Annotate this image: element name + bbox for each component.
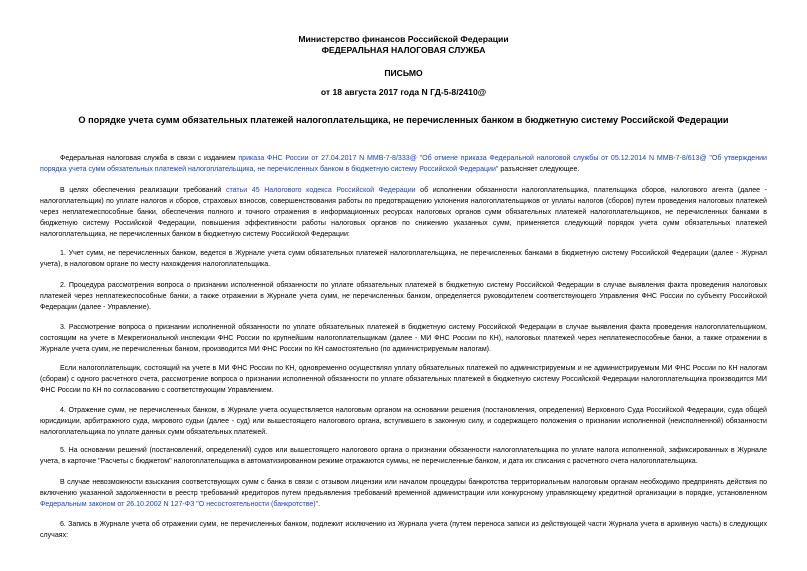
paragraph-5-continued [40, 477, 767, 510]
document-title: О порядке учета сумм обязательных платежей налогоплательщика, не перечисленных банком в бюджетную систему Российской Федерации [78, 115, 729, 125]
paragraph-1: 1. Учет сумм, не перечисленных банком, ведется в Журнале учета сумм обязательных платежей налогоплательщика, не перечисленных банками в бюджетную систему Российской Федерации (далее - Журнал учета), в налоговом органе по месту нахождения налогоплательщика. [40, 250, 767, 268]
bankruptcy-law-link[interactable]: Федеральным законом от 26.10.2002 N 127-ФЗ "О несостоятельности (банкротстве)" [40, 501, 319, 508]
paragraph-6: 6. Запись в Журнале учета об отражении сумм, не перечисленных банком, подлежит исключению из Журнала учета (путем переноса записи из действующей части Журнала учета в архивную часть) в следующих случаях: [40, 521, 767, 539]
paragraph-5: 5. На основании решений (постановлений, определений) судов или вышестоящего налогового органа о признании обязанности налогоплательщика по уплате налога исполненной, зафиксированных в Журнале учета, в карточке "Расчеты с бюджетом" налогоплательщика в автоматизированном режиме отражаются суммы, не перечисленные банком, и дата их списания с расчетного счета налогоплательщика. [40, 447, 767, 465]
header-doc-date-number: от 18 августа 2017 года N ГД-5-8/2410@ [320, 87, 487, 97]
header-doc-type: ПИСЬМО [384, 68, 423, 78]
paragraph-3-continued: Если налогоплательщик, состоящий на учете в МИ ФНС России по КН, одновременно осуществлял уплату обязательных платежей по администрируемым и не администрируемым МИ ФНС России по КН налогам (сборам) с одного расчетного счета, рассмотрение вопроса о признании исполненной обязанности по уплате обязательных платежей в бюджетную систему Российской Федерации налогоплательщика производится МИ ФНС России по КН по согласованию с соответствующим Управлением. [40, 365, 767, 394]
paragraph-purpose [40, 185, 767, 240]
text: об исполнении обязанности налогоплательщика, плательщика сборов, налогового агента (далее - налогоплательщик) по уплате налогов и сборов, страховых взносов, совершенствования работы по предотвращению уклонения налогоплательщиков от уплаты налогов (сборов) путем проведения налоговых платежей через неплатежеспособные банки, обеспечения полного и точного отражения в информационных ресурсах налоговых органов сумм обязательных платежей налогоплательщиков, не перечисленных банками в бюджетную систему Российской Федерации, повышения эффективности работы налоговых органов по снижению указанных сумм, применяется следующий порядок учета сумм обязательных платежей налогоплательщика, не перечисленных банком в бюджетную систему Российской Федерации: [40, 187, 767, 238]
order-link[interactable]: приказа ФНС России от 27.04.2017 N ММВ-7-8/333@ "Об отмене приказа Федеральной налоговой службы от 05.12.2014 N ММВ-7-8/613@ "Об утверждении порядка учета сумм обязательных платежей налогоплательщика, не перечисленных банком в бюджетную систему Российской Федерации" [40, 155, 767, 173]
text: разъясняет следующее. [498, 166, 580, 173]
text: В целях обеспечения реализации требований [60, 187, 226, 194]
header-service: ФЕДЕРАЛЬНАЯ НАЛОГОВАЯ СЛУЖБА [321, 45, 486, 55]
paragraph-2: 2. Процедура рассмотрения вопроса о признании исполненной обязанности по уплате обязательных платежей в бюджетную систему Российской Федерации в случае выявления факта проведения налоговых платежей через неплатежеспособные банки, а также отражении в Журнале учета сумм, не перечисленных банком, определяется руководителем соответствующего Управления ФНС России по субъекту Российской Федерации (далее - Управление). [40, 282, 767, 311]
text: Федеральная налоговая служба в связи с изданием [60, 155, 239, 162]
paragraph-intro [40, 153, 767, 175]
paragraph-4: 4. Отражение сумм, не перечисленных банком, в Журнале учета осуществляется налоговым органом на основании решения (постановления, определения) Верховного Суда Российской Федерации, суда общей юрисдикции, арбитражного суда, мирового судьи (далее - суд) или вышестоящего налогового органа, вступившего в законную силу, и содержащего положения о признании исполненной (неисполненной) обязанности налогоплательщика по уплате данных сумм обязательных платежей. [40, 407, 767, 436]
text: В случае невозможности взыскания соответствующих сумм с банка в связи с отзывом лицензии или началом процедуры банкротства территориальным налоговым органам необходимо предпринять действия по включению указанной задолженности в реестр требований кредиторов путем предъявления требований временной администрации или конкурсному управляющему кредитной организации в порядке, установленном [40, 479, 767, 497]
header-ministry: Министерство финансов Российской Федерации [298, 34, 509, 44]
paragraph-3: 3. Рассмотрение вопроса о признании исполненной обязанности по уплате обязательных платежей в бюджетную систему Российской Федерации в случае выявления факта проведения налогоплательщиком, состоящим на учете в Межрегиональной инспекции ФНС России по крупнейшим налогоплательщикам (далее - МИ ФНС России по КН), налоговых платежей через неплатежеспособные банки, а также отражении в Журнале учета сумм, не перечисленных банком, производится МИ ФНС России по КН самостоятельно (по администрируемым налогам). [40, 324, 767, 353]
tax-code-link[interactable]: статьи 45 Налогового кодекса Российской Федерации [225, 187, 416, 194]
text: . [318, 501, 321, 508]
